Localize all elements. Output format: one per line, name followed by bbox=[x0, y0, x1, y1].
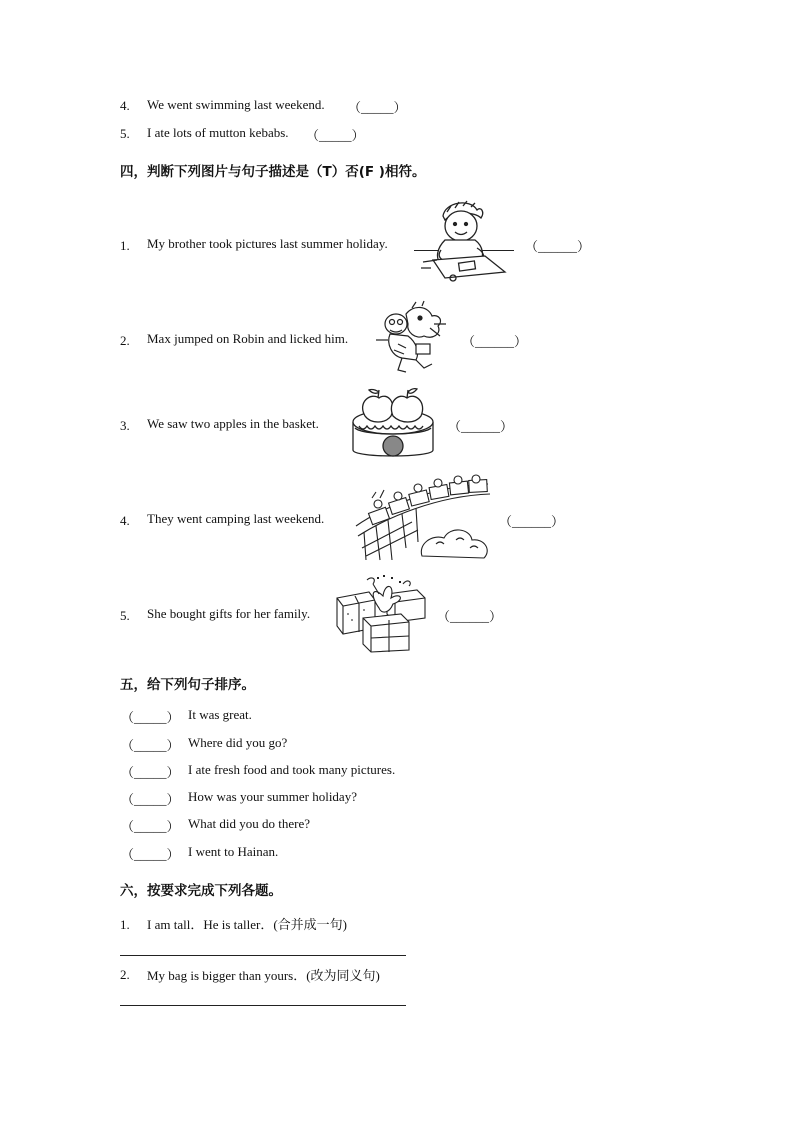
question-number: 2. bbox=[120, 967, 130, 982]
question-text: Max jumped on Robin and licked him. bbox=[147, 331, 349, 346]
question-text: They went camping last weekend. bbox=[147, 511, 325, 526]
question-number: 1. bbox=[120, 917, 130, 932]
question-text: I ate lots of mutton kebabs. bbox=[147, 125, 289, 140]
answer-blank[interactable]: （______） bbox=[499, 514, 565, 529]
answer-blank[interactable]: （_____） bbox=[121, 710, 180, 725]
answer-blank[interactable]: （_____） bbox=[121, 765, 180, 780]
answer-blank[interactable]: （_____） bbox=[348, 100, 407, 115]
answer-blank[interactable]: （______） bbox=[525, 239, 591, 254]
section-heading: 六，按要求完成下列各题。 bbox=[120, 883, 282, 899]
sentence-text: I ate fresh food and took many pictures. bbox=[188, 762, 396, 777]
question-text: We went swimming last weekend. bbox=[147, 97, 325, 112]
sentence-text: How was your summer holiday? bbox=[188, 789, 357, 804]
answer-line[interactable] bbox=[120, 955, 406, 956]
question-text: She bought gifts for her family. bbox=[147, 606, 311, 621]
answer-blank[interactable]: （_____） bbox=[121, 847, 180, 862]
answer-blank[interactable]: （______） bbox=[448, 419, 514, 434]
question-number: 2. bbox=[120, 333, 130, 348]
question-number: 3. bbox=[120, 418, 130, 433]
section-heading: 四，判断下列图片与句子描述是（T）否(F )相符。 bbox=[120, 164, 426, 180]
question-text: My bag is bigger than yours．(改为同义句) bbox=[147, 968, 380, 983]
sentence-text: It was great. bbox=[188, 707, 252, 722]
question-text: We saw two apples in the basket. bbox=[147, 416, 319, 431]
sentence-text: Where did you go? bbox=[188, 735, 288, 750]
roller-coaster-picture bbox=[352, 478, 492, 560]
question-number: 5. bbox=[120, 608, 130, 623]
apple-basket-picture bbox=[349, 386, 437, 462]
question-number: 4. bbox=[120, 98, 130, 113]
question-number: 1. bbox=[120, 238, 130, 253]
question-text: My brother took pictures last summer holiday. bbox=[147, 236, 388, 251]
answer-blank[interactable]: （_____） bbox=[306, 128, 365, 143]
boy-drawing-picture bbox=[415, 198, 515, 286]
answer-blank[interactable]: （_____） bbox=[121, 738, 180, 753]
answer-line[interactable] bbox=[120, 1005, 406, 1006]
question-number: 4. bbox=[120, 513, 130, 528]
answer-blank[interactable]: （______） bbox=[437, 609, 503, 624]
answer-blank[interactable]: （______） bbox=[462, 334, 528, 349]
dog-and-boy-picture bbox=[376, 300, 452, 376]
question-number: 5. bbox=[120, 126, 130, 141]
sentence-text: What did you do there? bbox=[188, 816, 311, 831]
question-text: I am tall．He is taller．(合并成一句) bbox=[147, 917, 348, 932]
sentence-text: I went to Hainan. bbox=[188, 844, 279, 859]
answer-blank[interactable]: （_____） bbox=[121, 819, 180, 834]
gift-boxes-picture bbox=[333, 574, 429, 652]
answer-blank[interactable]: （_____） bbox=[121, 792, 180, 807]
section-heading: 五，给下列句子排序。 bbox=[120, 677, 255, 693]
